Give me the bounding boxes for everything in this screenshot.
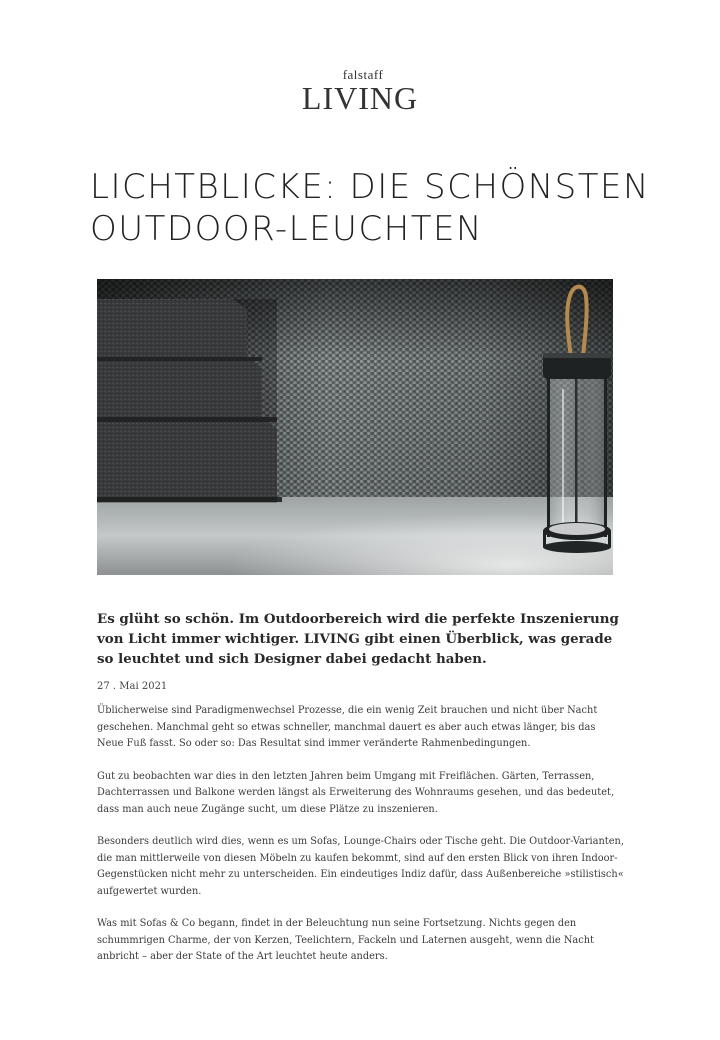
- body-paragraph: Was mit Sofas & Co begann, findet in der Beleuchtung nun seine Fortsetzung. Nichts gegen den schummrigen Charme, der von Kerzen, Teelichtern, Fackeln und Laternen ausgeht, wenn die Nacht anbricht – aber der State of the Art leuchtet heute anders.: [97, 918, 594, 962]
- site-logo[interactable]: [0, 68, 720, 114]
- article-date: 27 . Mai 2021: [97, 681, 168, 692]
- article-lead: Es glüht so schön. Im Outdoorbereich wird die perfekte Inszenierung von Licht immer wichtiger. LIVING gibt einen Überblick, was gerade so leuchtet und sich Designer dabei gedacht haben.: [97, 611, 619, 667]
- body-paragraph: Gut zu beobachten war dies in den letzten Jahren beim Umgang mit Freiflächen. Gärten, Terrassen, Dachterrassen und Balkone werden längst als Erweiterung des Wohnraums gesehen, und das bedeutet, dass man auch neue Zugänge sucht, um diese Plätze zu inszenieren.: [97, 770, 615, 815]
- logo-falstaff-text: falstaff: [342, 67, 384, 82]
- body-paragraph: Besonders deutlich wird dies, wenn es um Sofas, Lounge-Chairs oder Tische geht. Die Outdoor-Varianten, die man mittlerweile von diesen Möbeln zu kaufen bekommt, sind auf den ersten Blick von ihren Indoor-Gegenstücken nicht mehr zu unterscheiden. Ein eindeutiges Indiz dafür, dass Außenbereiche »stilistisch« aufgewertet wurden.: [97, 836, 624, 897]
- hero-image: [97, 279, 613, 575]
- article-body: [97, 703, 624, 982]
- body-paragraph: Üblicherweise sind Paradigmenwechsel Prozesse, die ein wenig Zeit brauchen und nicht über Nacht geschehen. Manchmal geht so etwas schneller, manchmal dauert es aber auch etwas länger, bis das Neue Fuß fasst. So oder so: Das Resultat sind immer veränderte Rahmenbedingungen.: [97, 705, 598, 749]
- article-title: LICHTBLICKE: DIE SCHÖNSTEN OUTDOOR-LEUCHTEN: [90, 167, 650, 249]
- logo-living-text: LIVING: [301, 80, 419, 116]
